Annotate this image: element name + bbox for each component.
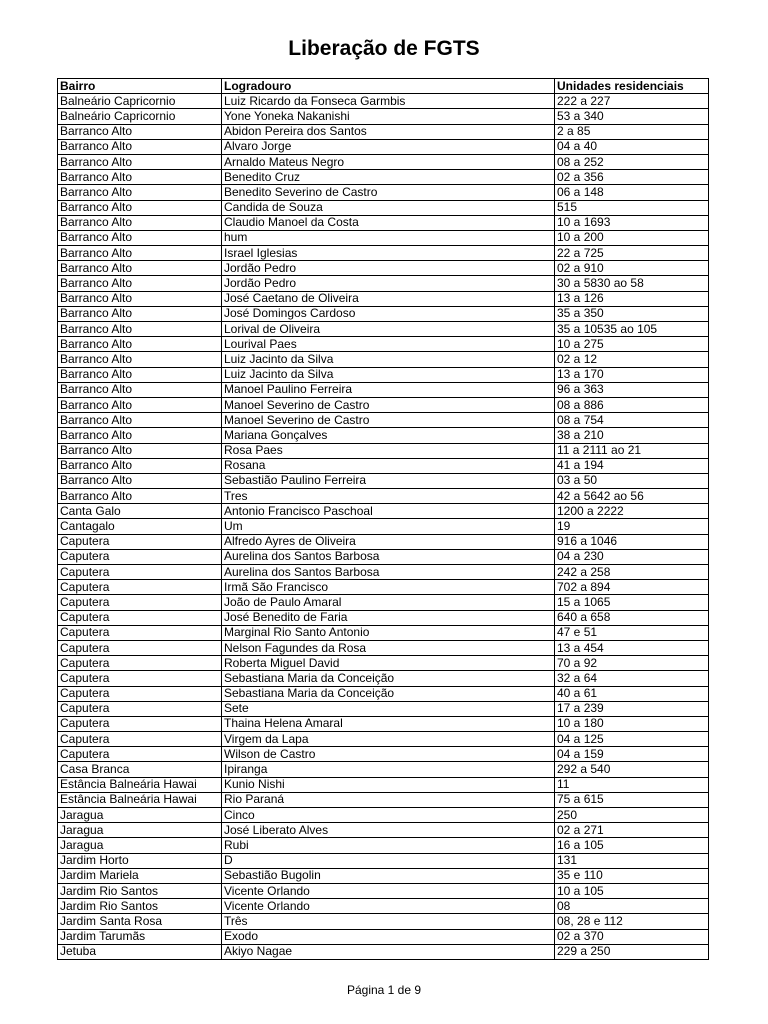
cell-bairro: Barranco Alto — [58, 322, 222, 337]
cell-unidades: 13 a 170 — [555, 367, 709, 382]
cell-logradouro: Sebastião Bugolin — [222, 868, 555, 883]
cell-unidades: 35 a 350 — [555, 306, 709, 321]
table-row — [58, 170, 709, 185]
cell-logradouro: Ipiranga — [222, 762, 555, 777]
table-row — [58, 124, 709, 139]
cell-unidades: 10 a 180 — [555, 716, 709, 731]
cell-bairro: Caputera — [58, 595, 222, 610]
cell-unidades: 15 a 1065 — [555, 595, 709, 610]
cell-unidades: 640 a 658 — [555, 610, 709, 625]
cell-bairro: Canta Galo — [58, 504, 222, 519]
cell-unidades: 02 a 910 — [555, 261, 709, 276]
cell-bairro: Jetuba — [58, 944, 222, 959]
cell-unidades: 229 a 250 — [555, 944, 709, 959]
cell-bairro: Barranco Alto — [58, 382, 222, 397]
cell-logradouro: Kunio Nishi — [222, 777, 555, 792]
table-body — [58, 94, 709, 960]
cell-unidades: 242 a 258 — [555, 565, 709, 580]
cell-unidades: 02 a 356 — [555, 170, 709, 185]
cell-logradouro: Manoel Paulino Ferreira — [222, 382, 555, 397]
cell-logradouro: Luiz Jacinto da Silva — [222, 367, 555, 382]
cell-logradouro: Sebastiana Maria da Conceição — [222, 671, 555, 686]
cell-unidades: 10 a 1693 — [555, 215, 709, 230]
cell-logradouro: Thaina Helena Amaral — [222, 716, 555, 731]
cell-bairro: Jardim Rio Santos — [58, 899, 222, 914]
cell-bairro: Jaragua — [58, 808, 222, 823]
cell-logradouro: Aurelina dos Santos Barbosa — [222, 549, 555, 564]
cell-unidades: 131 — [555, 853, 709, 868]
table-row — [58, 686, 709, 701]
cell-logradouro: Rio Paraná — [222, 792, 555, 807]
cell-logradouro: Alfredo Ayres de Oliveira — [222, 534, 555, 549]
cell-bairro: Cantagalo — [58, 519, 222, 534]
cell-logradouro: Alvaro Jorge — [222, 139, 555, 154]
cell-logradouro: Israel Iglesias — [222, 246, 555, 261]
cell-bairro: Barranco Alto — [58, 276, 222, 291]
table-row — [58, 732, 709, 747]
table-row — [58, 413, 709, 428]
cell-logradouro: Vicente Orlando — [222, 883, 555, 898]
table-row — [58, 868, 709, 883]
cell-logradouro: Benedito Severino de Castro — [222, 185, 555, 200]
cell-unidades: 10 a 200 — [555, 230, 709, 245]
cell-bairro: Barranco Alto — [58, 337, 222, 352]
cell-unidades: 19 — [555, 519, 709, 534]
cell-unidades: 06 a 148 — [555, 185, 709, 200]
cell-unidades: 04 a 40 — [555, 139, 709, 154]
cell-unidades: 42 a 5642 ao 56 — [555, 489, 709, 504]
cell-unidades: 40 a 61 — [555, 686, 709, 701]
table-row — [58, 610, 709, 625]
cell-logradouro: João de Paulo Amaral — [222, 595, 555, 610]
cell-logradouro: Rosa Paes — [222, 443, 555, 458]
table-row — [58, 200, 709, 215]
table-row — [58, 716, 709, 731]
cell-bairro: Barranco Alto — [58, 458, 222, 473]
cell-unidades: 02 a 12 — [555, 352, 709, 367]
cell-bairro: Barranco Alto — [58, 291, 222, 306]
cell-bairro: Barranco Alto — [58, 154, 222, 169]
cell-unidades: 96 a 363 — [555, 382, 709, 397]
cell-unidades: 75 a 615 — [555, 792, 709, 807]
cell-logradouro: Manoel Severino de Castro — [222, 413, 555, 428]
cell-unidades: 222 a 227 — [555, 94, 709, 109]
table-row — [58, 883, 709, 898]
table-row — [58, 428, 709, 443]
cell-bairro: Barranco Alto — [58, 489, 222, 504]
cell-unidades: 04 a 125 — [555, 732, 709, 747]
cell-bairro: Barranco Alto — [58, 443, 222, 458]
cell-bairro: Caputera — [58, 747, 222, 762]
cell-logradouro: hum — [222, 230, 555, 245]
cell-unidades: 11 — [555, 777, 709, 792]
table-row — [58, 504, 709, 519]
table-row — [58, 215, 709, 230]
cell-unidades: 13 a 454 — [555, 640, 709, 655]
cell-logradouro: Roberta Miguel David — [222, 656, 555, 671]
cell-logradouro: Lorival de Oliveira — [222, 322, 555, 337]
cell-unidades: 04 a 159 — [555, 747, 709, 762]
table-row — [58, 352, 709, 367]
cell-logradouro: Jordão Pedro — [222, 276, 555, 291]
table-row — [58, 838, 709, 853]
cell-unidades: 22 a 725 — [555, 246, 709, 261]
cell-unidades: 17 a 239 — [555, 701, 709, 716]
cell-bairro: Barranco Alto — [58, 473, 222, 488]
cell-unidades: 02 a 271 — [555, 823, 709, 838]
cell-bairro: Barranco Alto — [58, 200, 222, 215]
cell-unidades: 08 a 886 — [555, 397, 709, 412]
cell-bairro: Balneário Capricornio — [58, 94, 222, 109]
table-row — [58, 701, 709, 716]
cell-unidades: 515 — [555, 200, 709, 215]
cell-logradouro: José Liberato Alves — [222, 823, 555, 838]
cell-unidades: 35 a 10535 ao 105 — [555, 322, 709, 337]
cell-bairro: Barranco Alto — [58, 367, 222, 382]
table-row — [58, 261, 709, 276]
table-row — [58, 534, 709, 549]
cell-logradouro: Aurelina dos Santos Barbosa — [222, 565, 555, 580]
table-row — [58, 185, 709, 200]
cell-logradouro: Marginal Rio Santo Antonio — [222, 625, 555, 640]
cell-bairro: Barranco Alto — [58, 261, 222, 276]
cell-logradouro: Lourival Paes — [222, 337, 555, 352]
table-row — [58, 473, 709, 488]
cell-logradouro: Rosana — [222, 458, 555, 473]
cell-unidades: 08 a 754 — [555, 413, 709, 428]
table-row — [58, 489, 709, 504]
cell-unidades: 41 a 194 — [555, 458, 709, 473]
cell-bairro: Jardim Rio Santos — [58, 883, 222, 898]
cell-unidades: 47 e 51 — [555, 625, 709, 640]
cell-logradouro: Luiz Ricardo da Fonseca Garmbis — [222, 94, 555, 109]
cell-logradouro: José Domingos Cardoso — [222, 306, 555, 321]
cell-logradouro: Sebastiana Maria da Conceição — [222, 686, 555, 701]
cell-logradouro: Tres — [222, 489, 555, 504]
cell-unidades: 250 — [555, 808, 709, 823]
cell-unidades: 292 a 540 — [555, 762, 709, 777]
table-row — [58, 747, 709, 762]
cell-bairro: Caputera — [58, 701, 222, 716]
cell-logradouro: Luiz Jacinto da Silva — [222, 352, 555, 367]
table-row — [58, 382, 709, 397]
cell-bairro: Caputera — [58, 549, 222, 564]
table-row — [58, 944, 709, 959]
cell-bairro: Jardim Horto — [58, 853, 222, 868]
cell-logradouro: Exodo — [222, 929, 555, 944]
cell-bairro: Barranco Alto — [58, 352, 222, 367]
cell-bairro: Caputera — [58, 656, 222, 671]
cell-unidades: 1200 a 2222 — [555, 504, 709, 519]
table-row — [58, 443, 709, 458]
cell-unidades: 16 a 105 — [555, 838, 709, 853]
header-logradouro: Logradouro — [222, 79, 555, 94]
cell-bairro: Barranco Alto — [58, 306, 222, 321]
cell-bairro: Barranco Alto — [58, 413, 222, 428]
table-row — [58, 230, 709, 245]
table-row — [58, 640, 709, 655]
cell-bairro: Barranco Alto — [58, 397, 222, 412]
cell-bairro: Caputera — [58, 732, 222, 747]
cell-logradouro: José Caetano de Oliveira — [222, 291, 555, 306]
table-row — [58, 823, 709, 838]
cell-logradouro: Abidon Pereira dos Santos — [222, 124, 555, 139]
table-row — [58, 762, 709, 777]
cell-unidades: 03 a 50 — [555, 473, 709, 488]
cell-logradouro: Antonio Francisco Paschoal — [222, 504, 555, 519]
table-row — [58, 914, 709, 929]
table-row — [58, 656, 709, 671]
table-row — [58, 899, 709, 914]
cell-bairro: Caputera — [58, 671, 222, 686]
cell-unidades: 08 a 252 — [555, 154, 709, 169]
fgts-table — [57, 78, 709, 960]
cell-bairro: Barranco Alto — [58, 124, 222, 139]
table-row — [58, 337, 709, 352]
table-row — [58, 397, 709, 412]
cell-bairro: Caputera — [58, 610, 222, 625]
cell-bairro: Caputera — [58, 640, 222, 655]
cell-logradouro: Wilson de Castro — [222, 747, 555, 762]
cell-unidades: 702 a 894 — [555, 580, 709, 595]
cell-logradouro: Vicente Orlando — [222, 899, 555, 914]
table-header-row — [58, 79, 709, 94]
cell-bairro: Jardim Tarumãs — [58, 929, 222, 944]
table-row — [58, 109, 709, 124]
cell-unidades: 2 a 85 — [555, 124, 709, 139]
cell-bairro: Jardim Mariela — [58, 868, 222, 883]
cell-logradouro: Sete — [222, 701, 555, 716]
cell-logradouro: D — [222, 853, 555, 868]
cell-logradouro: Sebastião Paulino Ferreira — [222, 473, 555, 488]
page-title: Liberação de FGTS — [288, 37, 480, 60]
cell-logradouro: Yone Yoneka Nakanishi — [222, 109, 555, 124]
cell-bairro: Barranco Alto — [58, 428, 222, 443]
table-row — [58, 853, 709, 868]
table-row — [58, 565, 709, 580]
table-row — [58, 808, 709, 823]
table-row — [58, 929, 709, 944]
cell-bairro: Caputera — [58, 580, 222, 595]
cell-bairro: Barranco Alto — [58, 139, 222, 154]
cell-logradouro: Três — [222, 914, 555, 929]
table-row — [58, 519, 709, 534]
cell-bairro: Jardim Santa Rosa — [58, 914, 222, 929]
table-row — [58, 549, 709, 564]
cell-bairro: Barranco Alto — [58, 185, 222, 200]
cell-bairro: Barranco Alto — [58, 246, 222, 261]
cell-logradouro: Nelson Fagundes da Rosa — [222, 640, 555, 655]
cell-unidades: 04 a 230 — [555, 549, 709, 564]
cell-bairro: Caputera — [58, 686, 222, 701]
cell-unidades: 916 a 1046 — [555, 534, 709, 549]
cell-bairro: Caputera — [58, 565, 222, 580]
cell-unidades: 53 a 340 — [555, 109, 709, 124]
table-row — [58, 792, 709, 807]
cell-logradouro: Jordão Pedro — [222, 261, 555, 276]
table-row — [58, 671, 709, 686]
table-row — [58, 246, 709, 261]
table-row — [58, 595, 709, 610]
cell-logradouro: Arnaldo Mateus Negro — [222, 154, 555, 169]
cell-unidades: 08, 28 e 112 — [555, 914, 709, 929]
table-row — [58, 94, 709, 109]
table-row — [58, 291, 709, 306]
page-number: Página 1 de 9 — [346, 983, 422, 997]
cell-bairro: Barranco Alto — [58, 170, 222, 185]
cell-bairro: Caputera — [58, 534, 222, 549]
cell-logradouro: Benedito Cruz — [222, 170, 555, 185]
cell-logradouro: Akiyo Nagae — [222, 944, 555, 959]
cell-unidades: 38 a 210 — [555, 428, 709, 443]
cell-logradouro: Candida de Souza — [222, 200, 555, 215]
cell-logradouro: Claudio Manoel da Costa — [222, 215, 555, 230]
cell-unidades: 02 a 370 — [555, 929, 709, 944]
table-row — [58, 777, 709, 792]
cell-logradouro: José Benedito de Faria — [222, 610, 555, 625]
cell-logradouro: Cinco — [222, 808, 555, 823]
cell-bairro: Estância Balneária Hawai — [58, 792, 222, 807]
cell-unidades: 13 a 126 — [555, 291, 709, 306]
cell-bairro: Casa Branca — [58, 762, 222, 777]
table-row — [58, 367, 709, 382]
cell-unidades: 30 a 5830 ao 58 — [555, 276, 709, 291]
cell-bairro: Barranco Alto — [58, 230, 222, 245]
cell-unidades: 10 a 105 — [555, 883, 709, 898]
cell-logradouro: Irmã São Francisco — [222, 580, 555, 595]
cell-logradouro: Virgem da Lapa — [222, 732, 555, 747]
table-row — [58, 306, 709, 321]
cell-logradouro: Um — [222, 519, 555, 534]
table-row — [58, 322, 709, 337]
cell-unidades: 11 a 2111 ao 21 — [555, 443, 709, 458]
cell-logradouro: Manoel Severino de Castro — [222, 397, 555, 412]
table-row — [58, 580, 709, 595]
header-bairro: Bairro — [58, 79, 222, 94]
cell-unidades: 08 — [555, 899, 709, 914]
cell-logradouro: Rubi — [222, 838, 555, 853]
table-row — [58, 625, 709, 640]
cell-bairro: Barranco Alto — [58, 215, 222, 230]
cell-bairro: Caputera — [58, 625, 222, 640]
cell-unidades: 32 a 64 — [555, 671, 709, 686]
cell-bairro: Estância Balneária Hawai — [58, 777, 222, 792]
cell-bairro: Jaragua — [58, 823, 222, 838]
cell-bairro: Balneário Capricornio — [58, 109, 222, 124]
table-row — [58, 276, 709, 291]
table-row — [58, 154, 709, 169]
cell-unidades: 70 a 92 — [555, 656, 709, 671]
cell-unidades: 35 e 110 — [555, 868, 709, 883]
cell-bairro: Caputera — [58, 716, 222, 731]
header-unidades: Unidades residenciais — [555, 79, 709, 94]
cell-unidades: 10 a 275 — [555, 337, 709, 352]
table-row — [58, 458, 709, 473]
cell-logradouro: Mariana Gonçalves — [222, 428, 555, 443]
table-row — [58, 139, 709, 154]
cell-bairro: Jaragua — [58, 838, 222, 853]
